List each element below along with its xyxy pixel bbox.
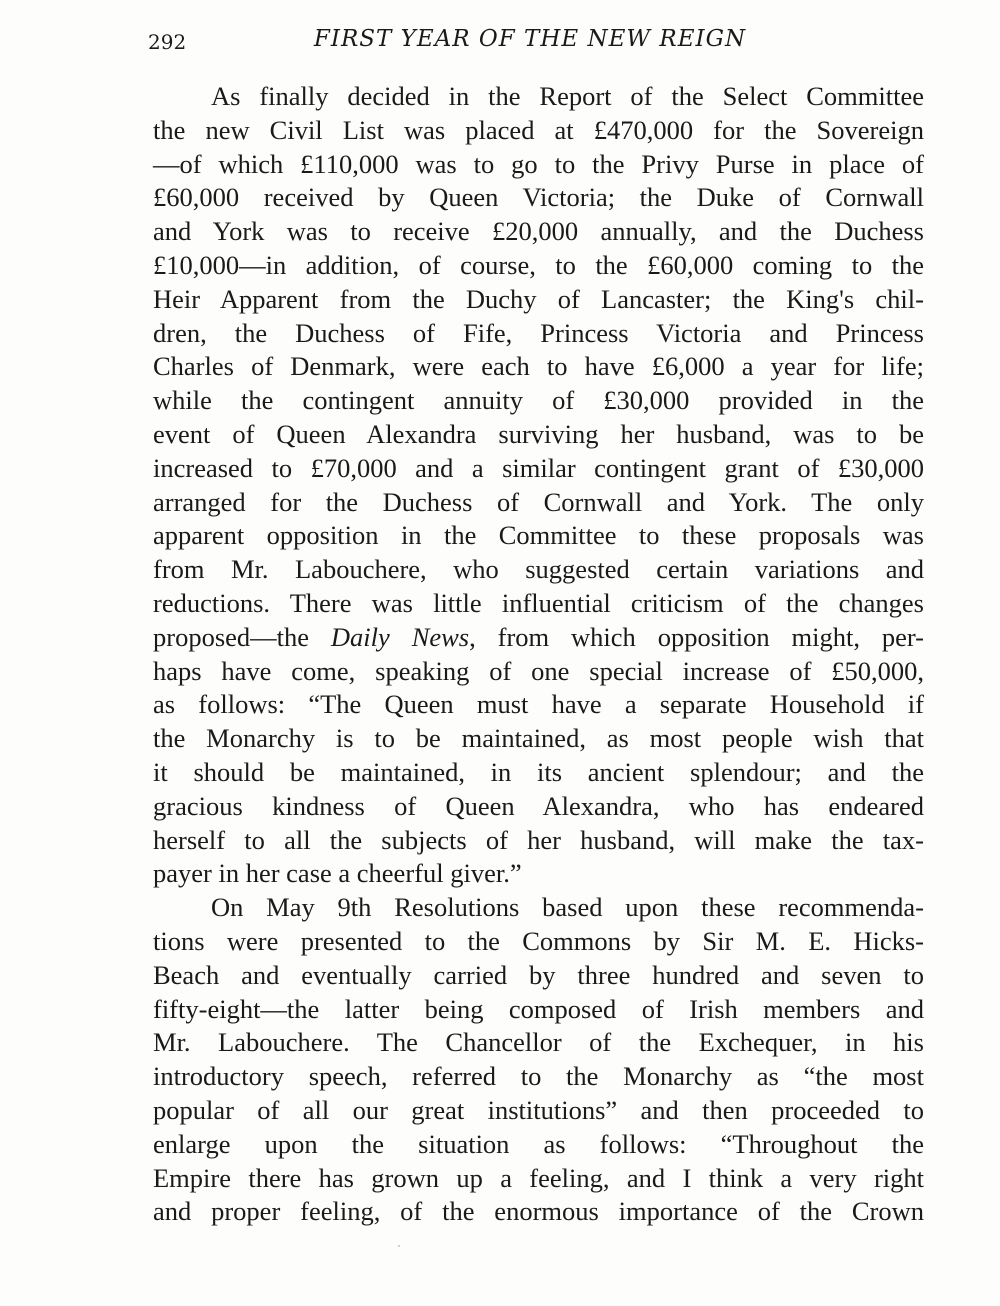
text-line: from Mr. Labouchere, who suggested certain variations and bbox=[153, 554, 924, 585]
text-line: Empire there has grown up a feeling, and I think a very right bbox=[153, 1162, 924, 1193]
text-line: event of Queen Alexandra surviving her husband, was to be bbox=[153, 418, 924, 449]
text-line: Mr. Labouchere. The Chancellor of the Exchequer, in his bbox=[153, 1027, 924, 1058]
text-line: as follows: “The Queen must have a separate Household if bbox=[153, 689, 924, 720]
text-line: popular of all our great institutions” and then proceeded to bbox=[153, 1094, 924, 1125]
text-line: the Monarchy is to be maintained, as most people wish that bbox=[153, 723, 924, 754]
text-line: Heir Apparent from the Duchy of Lancaster; the King's chil- bbox=[153, 283, 924, 314]
text-line: enlarge upon the situation as follows: “Throughout the bbox=[153, 1128, 924, 1159]
text-segment: proposed—the bbox=[153, 621, 331, 652]
text-line: introductory speech, referred to the Monarchy as “the most bbox=[153, 1061, 924, 1092]
text-segment: , from which opposition might, per- bbox=[469, 621, 924, 652]
text-line: payer in her case a cheerful giver.” bbox=[153, 858, 522, 889]
text-line: £60,000 received by Queen Victoria; the Duke of Cornwall bbox=[153, 182, 924, 213]
text-line: the new Civil List was placed at £470,000 for the Sovereign bbox=[153, 114, 924, 145]
text-line: and proper feeling, of the enormous importance of the Crown bbox=[153, 1196, 924, 1227]
text-line-with-italic bbox=[153, 621, 924, 655]
page-header bbox=[0, 24, 1000, 58]
text-line: increased to £70,000 and a similar contingent grant of £30,000 bbox=[153, 452, 924, 483]
text-line: herself to all the subjects of her husband, will make the tax- bbox=[153, 824, 924, 855]
text-line: while the contingent annuity of £30,000 provided in the bbox=[153, 385, 924, 416]
body-text bbox=[153, 80, 924, 1229]
text-line: dren, the Duchess of Fife, Princess Victoria and Princess bbox=[153, 317, 924, 348]
paper-speck bbox=[398, 1245, 400, 1247]
text-line: Beach and eventually carried by three hundred and seven to bbox=[153, 959, 924, 990]
text-line: haps have come, speaking of one special increase of £50,000, bbox=[153, 655, 924, 686]
text-line: —of which £110,000 was to go to the Privy Purse in place of bbox=[153, 148, 924, 179]
text-line: and York was to receive £20,000 annually, and the Duchess bbox=[153, 216, 924, 247]
text-line: tions were presented to the Commons by Sir M. E. Hicks- bbox=[153, 925, 924, 956]
newspaper-title: Daily News bbox=[330, 621, 470, 652]
text-line: On May 9th Resolutions based upon these recommenda- bbox=[211, 892, 924, 923]
text-line: As finally decided in the Report of the Select Committee bbox=[211, 81, 924, 111]
text-line: £10,000—in addition, of course, to the £60,000 coming to the bbox=[153, 249, 924, 280]
text-line: reductions. There was little influential criticism of the changes bbox=[153, 587, 924, 618]
running-head: FIRST YEAR OF THE NEW REIGN bbox=[313, 26, 747, 52]
text-line: arranged for the Duchess of Cornwall and York. The only bbox=[153, 486, 924, 517]
text-line: gracious kindness of Queen Alexandra, who has endeared bbox=[153, 790, 924, 821]
text-line: Charles of Denmark, were each to have £6,000 a year for life; bbox=[153, 351, 924, 382]
text-line: it should be maintained, in its ancient splendour; and the bbox=[153, 756, 924, 787]
text-line: fifty-eight—the latter being composed of Irish members and bbox=[153, 993, 924, 1024]
text-line: apparent opposition in the Committee to these proposals was bbox=[153, 520, 924, 551]
page-number: 292 bbox=[148, 30, 187, 54]
